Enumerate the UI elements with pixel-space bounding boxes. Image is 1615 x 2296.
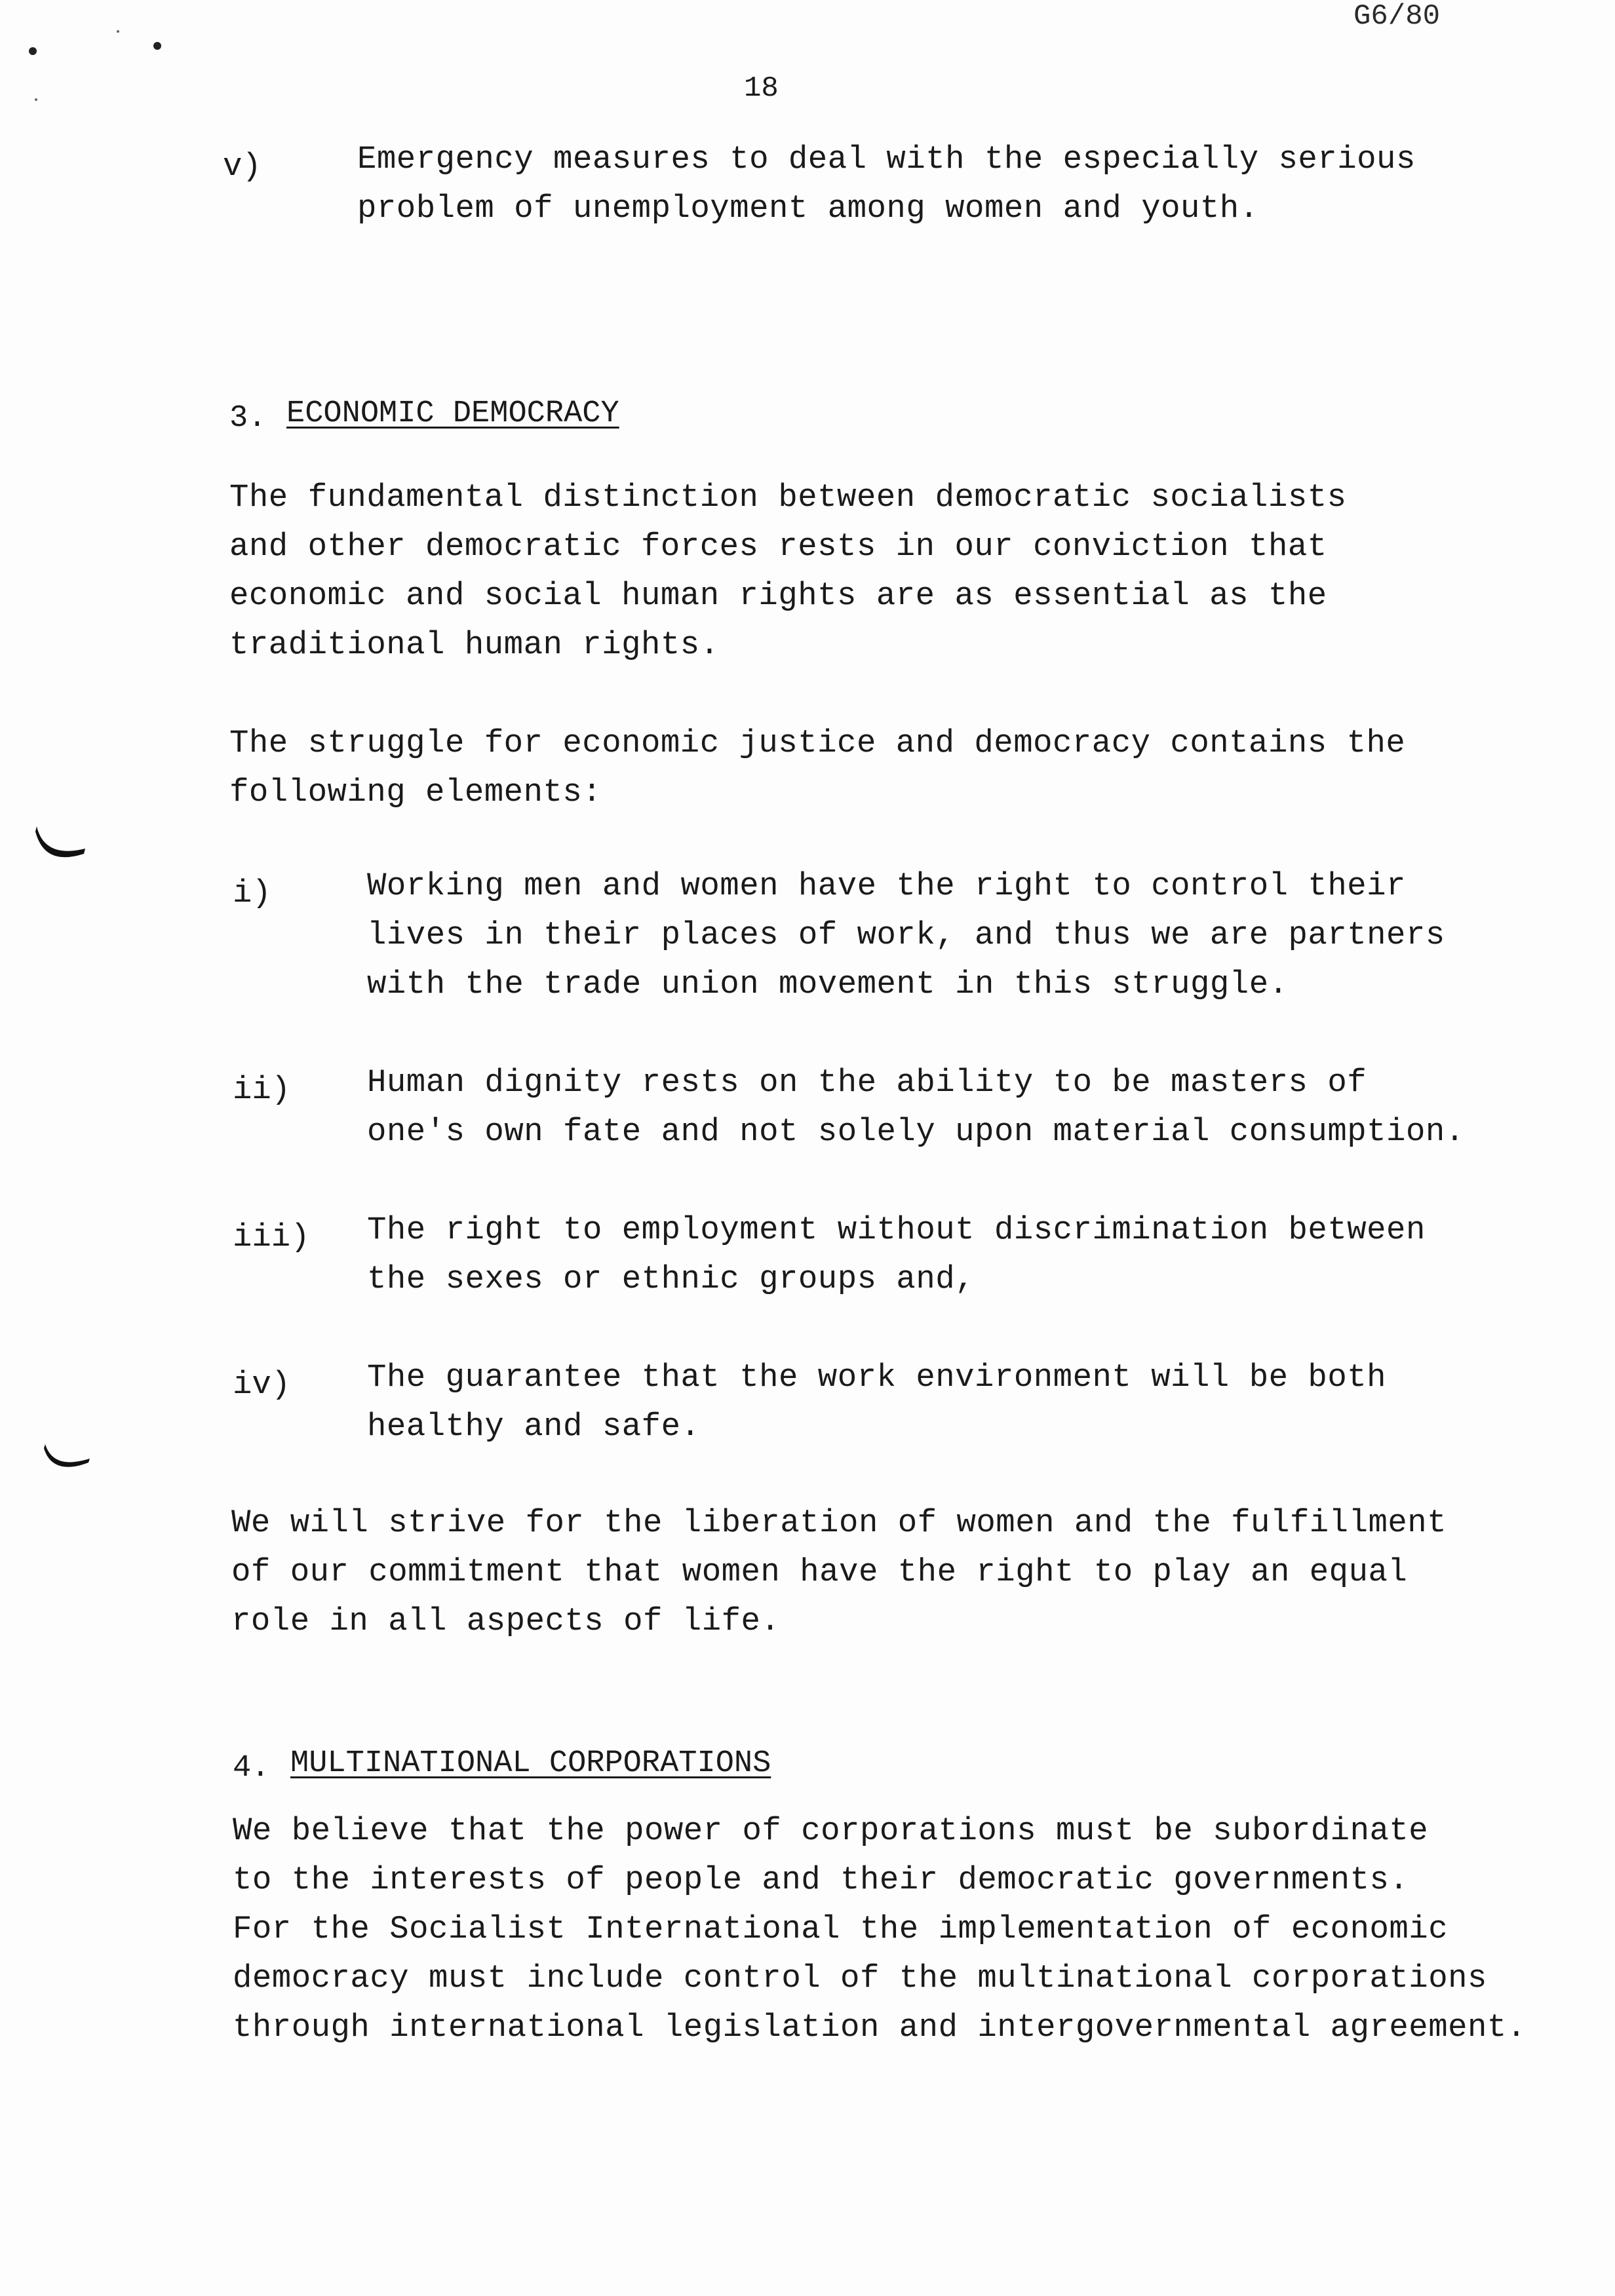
list-item: [367, 862, 1445, 1009]
list-item: [367, 1206, 1426, 1304]
text-line: economic and social human rights are as essential as the: [229, 577, 1327, 614]
scan-hook-shape: [44, 1444, 90, 1467]
text-line: We will strive for the liberation of women and the fulfillment: [231, 1504, 1447, 1541]
text-line: and other democratic forces rests in our conviction that: [229, 528, 1327, 565]
text-line: We believe that the power of corporations must be subordinate: [233, 1812, 1429, 1849]
text-line: For the Socialist International the implementation of economic: [233, 1911, 1449, 1947]
section-number: 3.: [229, 401, 267, 436]
text-line: the sexes or ethnic groups and,: [367, 1261, 975, 1297]
text-line: Working men and women have the right to control their: [367, 868, 1406, 904]
text-line: Emergency measures to deal with the especially serious: [357, 141, 1416, 178]
list-marker: i): [233, 875, 271, 911]
list-item-v: [357, 135, 1416, 233]
text-line: problem of unemployment among women and youth.: [357, 190, 1259, 227]
text-line: following elements:: [229, 774, 602, 811]
section-heading: ECONOMIC DEMOCRACY: [286, 396, 619, 431]
paragraph: [233, 1807, 1527, 2052]
text-line: The struggle for economic justice and democracy contains the: [229, 725, 1406, 761]
paragraph: [231, 1499, 1447, 1646]
paragraph: [229, 719, 1405, 817]
scan-mark-dots: [20, 26, 190, 111]
text-line: The right to employment without discrimination between: [367, 1212, 1426, 1248]
text-line: with the trade union movement in this struggle.: [367, 966, 1289, 1003]
document-reference: G6/80: [1353, 0, 1441, 33]
list-marker: iii): [233, 1219, 310, 1255]
list-marker: ii): [233, 1071, 291, 1108]
scan-hook-shape: [35, 826, 85, 857]
text-line: role in all aspects of life.: [231, 1603, 781, 1639]
text-line: traditional human rights.: [229, 626, 720, 663]
paragraph: [229, 473, 1347, 670]
text-line: democracy must include control of the multinational corporations: [233, 1960, 1487, 1997]
page-number: 18: [744, 72, 779, 105]
scan-dot: [117, 30, 119, 33]
list-item: [367, 1353, 1386, 1451]
scan-mark-hook: [33, 822, 92, 862]
scan-dot: [153, 42, 161, 50]
text-line: The guarantee that the work environment will be both: [367, 1359, 1387, 1396]
list-item: [367, 1058, 1465, 1157]
text-line: of our commitment that women have the right to play an equal: [231, 1554, 1408, 1590]
section-number: 4.: [233, 1751, 270, 1786]
text-line: one's own fate and not solely upon material consumption.: [367, 1113, 1465, 1150]
scan-dot: [29, 47, 37, 55]
section-heading: MULTINATIONAL CORPORATIONS: [290, 1746, 771, 1781]
text-line: through international legislation and intergovernmental agreement.: [233, 2009, 1527, 2046]
scan-dot: [35, 98, 37, 101]
scan-mark-hook: [43, 1442, 95, 1474]
list-marker: v): [223, 148, 262, 185]
text-line: healthy and safe.: [367, 1408, 701, 1445]
text-line: lives in their places of work, and thus we are partners: [367, 917, 1445, 953]
text-line: Human dignity rests on the ability to be masters of: [367, 1064, 1367, 1101]
text-line: The fundamental distinction between democratic socialists: [229, 479, 1347, 516]
list-marker: iv): [233, 1366, 291, 1403]
text-line: to the interests of people and their democratic governments.: [233, 1862, 1409, 1898]
